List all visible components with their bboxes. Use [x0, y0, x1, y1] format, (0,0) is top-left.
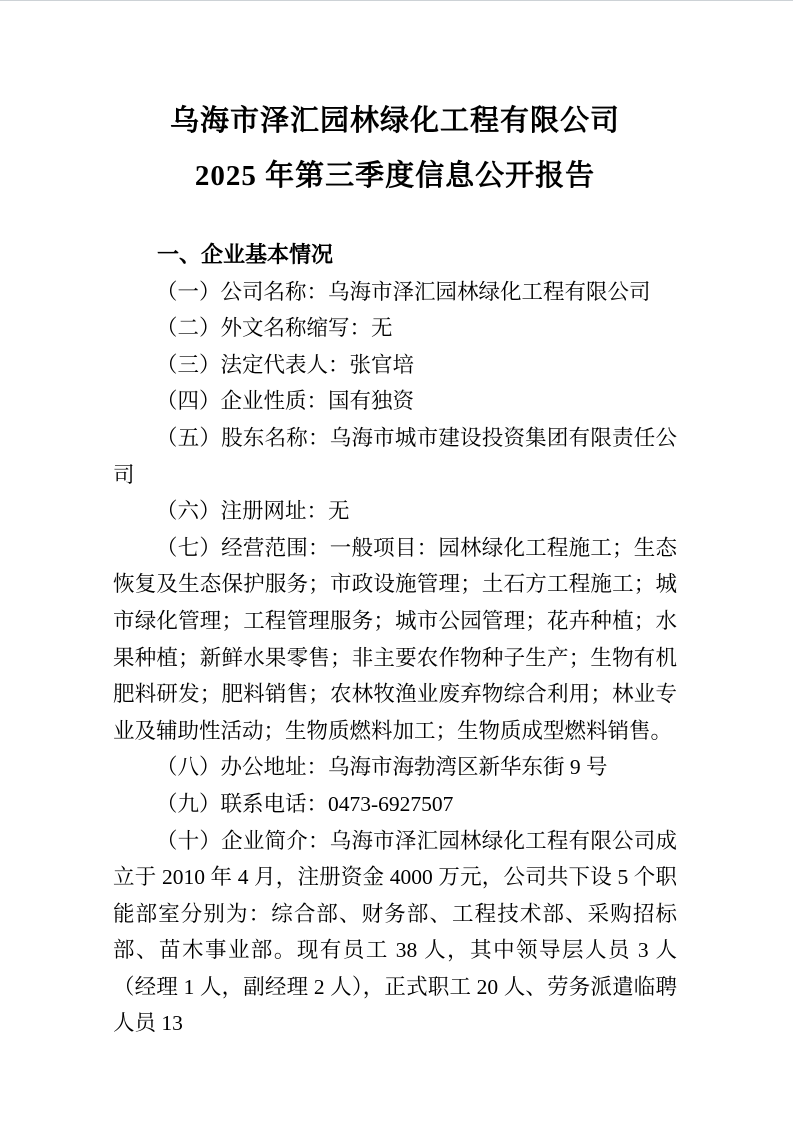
title-line-report-name: 2025 年第三季度信息公开报告 — [194, 160, 596, 192]
para-company-profile: （十）企业简介：乌海市泽汇园林绿化工程有限公司成立于 2010 年 4 月，注册资金 4000 万元，公司共下设 5 个职能部室分别为：综合部、财务部、工程技术部、采购招标部、苗木事业部。现有员工 38 人，其中领导层人员 3 人（经理 1 人，副经理 2 人），正式职工 20 人、劳务派遣临聘人员 13 — [113, 828, 677, 1036]
para-enterprise-nature: （四）企业性质：国有独资 — [156, 389, 415, 414]
document-content — [0, 1, 793, 1042]
para-legal-representative: （三）法定代表人：张官培 — [156, 352, 415, 377]
para-office-address: （八）办公地址：乌海市海勃湾区新华东街 9 号 — [156, 755, 608, 780]
para-shareholder-name: （五）股东名称：乌海市城市建设投资集团有限责任公司 — [113, 425, 677, 487]
para-company-name: （一）公司名称：乌海市泽汇园林绿化工程有限公司 — [156, 279, 651, 304]
document-body — [113, 237, 677, 1042]
section-heading-basic-info: 一、企业基本情况 — [157, 242, 334, 267]
document-title — [113, 94, 677, 204]
para-registered-website: （六）注册网址：无 — [156, 499, 350, 524]
para-contact-phone: （九）联系电话：0473-6927507 — [156, 791, 454, 816]
para-foreign-name-abbr: （二）外文名称缩写：无 — [156, 316, 393, 341]
title-line-company-name: 乌海市泽汇园林绿化工程有限公司 — [169, 105, 620, 137]
para-business-scope: （七）经营范围：一般项目：园林绿化工程施工；生态恢复及生态保护服务；市政设施管理；土石方工程施工；城市绿化管理；工程管理服务；城市公园管理；花卉种植；水果种植；新鲜水果零售；非主要农作物种子生产；生物有机肥料研发；肥料销售；农林牧渔业废弃物综合利用；林业专业及辅助性活动；生物质燃料加工；生物质成型燃料销售。 — [113, 535, 677, 743]
